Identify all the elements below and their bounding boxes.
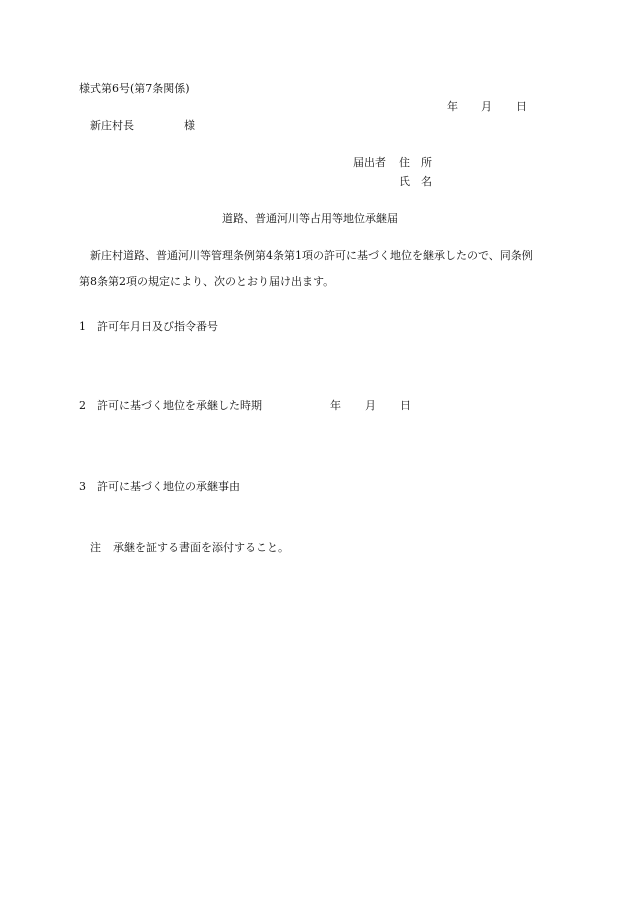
form-number: 様式第6号(第7条関係) bbox=[79, 82, 190, 95]
applicant-label: 届出者 bbox=[353, 156, 386, 169]
applicant-address-label: 住 所 bbox=[399, 156, 432, 169]
date-year-label: 年 bbox=[447, 100, 458, 113]
addressee-name: 新庄村長 bbox=[90, 119, 134, 132]
item-2-label: 許可に基づく地位を承継した時期 bbox=[97, 399, 262, 412]
body-line-2: 第8条第2項の規定により、次のとおり届け出ます。 bbox=[79, 275, 335, 288]
item-2-day-label: 日 bbox=[400, 399, 411, 412]
item-3-number: 3 bbox=[79, 480, 86, 493]
item-2-month-label: 月 bbox=[365, 399, 376, 412]
item-1-label: 許可年月日及び指令番号 bbox=[97, 320, 218, 333]
addressee-honorific: 様 bbox=[184, 119, 195, 132]
note-text: 承継を証する書面を添付すること。 bbox=[113, 541, 289, 554]
document-title: 道路、普通河川等占用等地位承継届 bbox=[222, 212, 398, 225]
item-2-number: 2 bbox=[79, 399, 86, 412]
item-3-label: 許可に基づく地位の承継事由 bbox=[97, 480, 240, 493]
body-line-1: 新庄村道路、普通河川等管理条例第4条第1項の許可に基づく地位を継承したので、同条例 bbox=[90, 249, 533, 262]
applicant-name-label: 氏 名 bbox=[399, 175, 432, 188]
note-label: 注 bbox=[90, 541, 101, 554]
date-month-label: 月 bbox=[481, 100, 492, 113]
item-1-number: 1 bbox=[79, 320, 86, 333]
date-day-label: 日 bbox=[516, 100, 527, 113]
item-2-year-label: 年 bbox=[330, 399, 341, 412]
